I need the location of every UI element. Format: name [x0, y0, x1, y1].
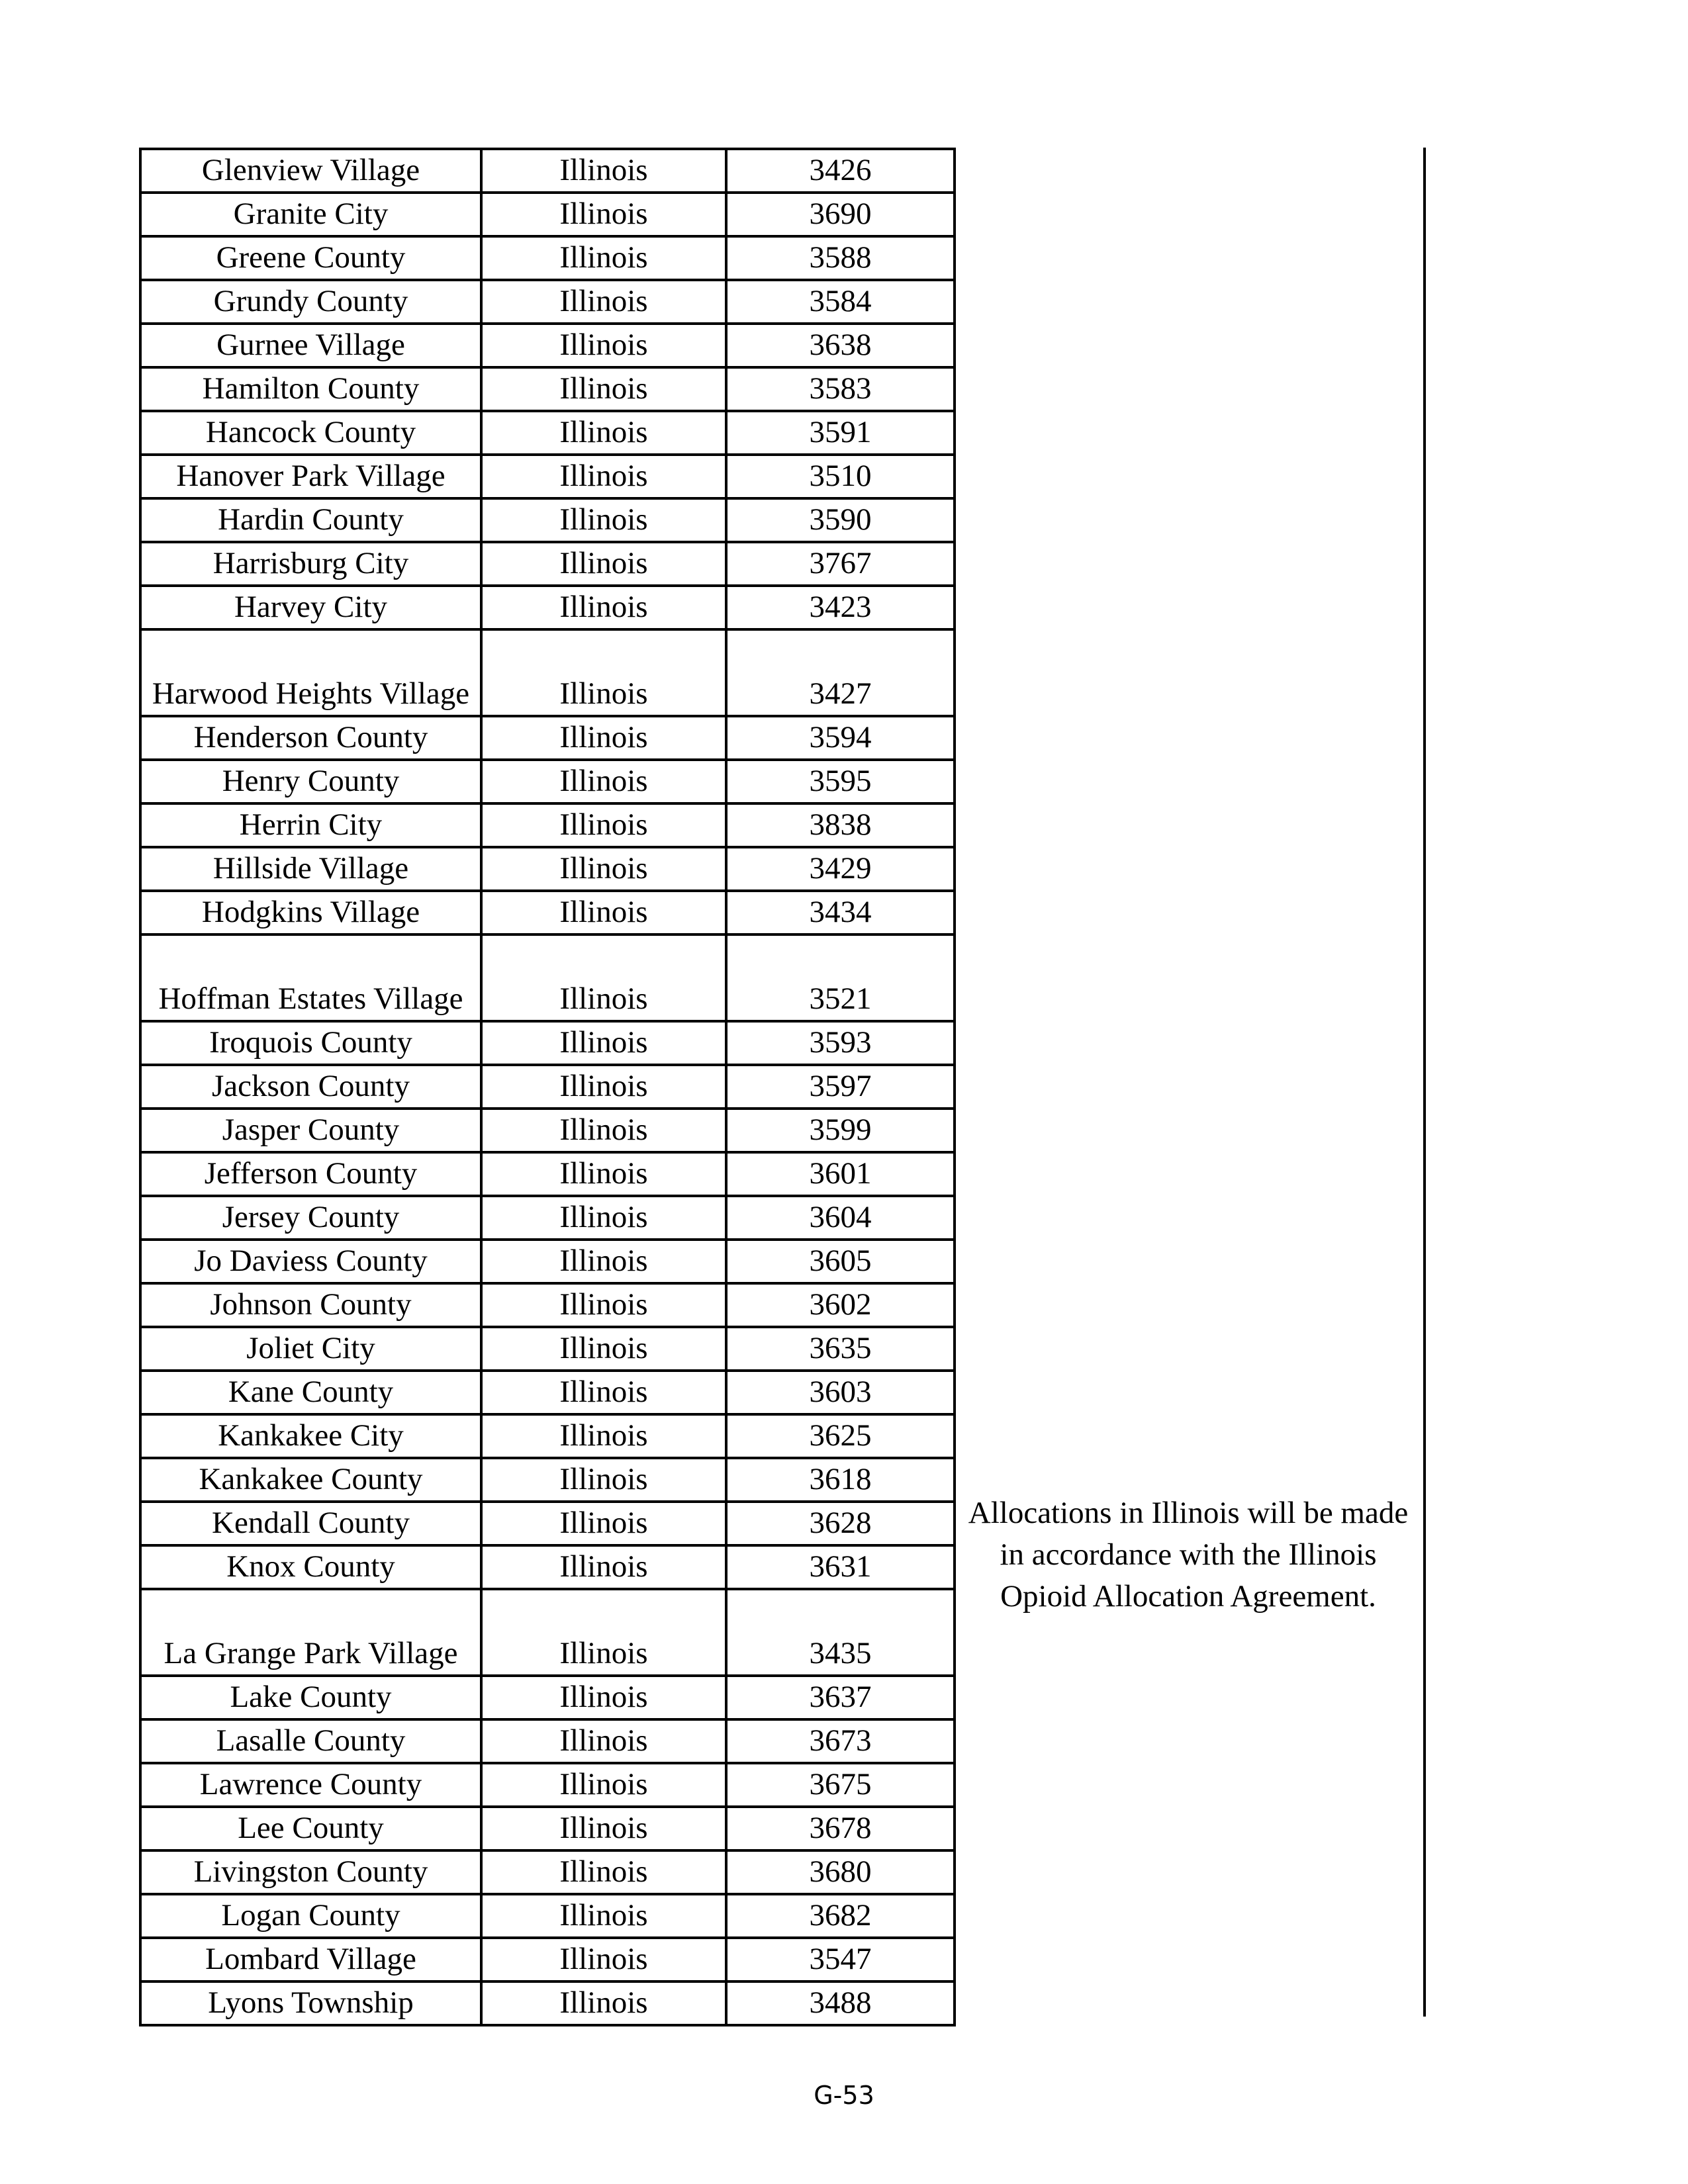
- state-cell: Illinois: [481, 1152, 726, 1196]
- code-cell: 3690: [726, 193, 955, 236]
- table-row: [140, 280, 955, 324]
- municipality-cell: Herrin City: [140, 803, 481, 847]
- table-row: [140, 1371, 955, 1414]
- municipality-cell: Lombard Village: [140, 1938, 481, 1981]
- code-cell: 3595: [726, 760, 955, 803]
- state-cell: Illinois: [481, 367, 726, 411]
- state-cell: Illinois: [481, 1021, 726, 1065]
- code-cell: 3584: [726, 280, 955, 324]
- code-cell: 3434: [726, 891, 955, 934]
- municipality-cell: Hardin County: [140, 498, 481, 542]
- state-cell: Illinois: [481, 1545, 726, 1589]
- table-row: [140, 455, 955, 498]
- state-cell: Illinois: [481, 1938, 726, 1981]
- table-row: [140, 847, 955, 891]
- code-cell: 3590: [726, 498, 955, 542]
- municipality-cell: Kankakee City: [140, 1414, 481, 1458]
- code-cell: 3423: [726, 586, 955, 629]
- code-cell: 3631: [726, 1545, 955, 1589]
- code-cell: 3521: [726, 934, 955, 1021]
- municipality-cell: Lee County: [140, 1807, 481, 1850]
- allocation-table: [139, 148, 956, 2026]
- state-cell: Illinois: [481, 1850, 726, 1894]
- state-cell: Illinois: [481, 1327, 726, 1371]
- municipality-cell: Jefferson County: [140, 1152, 481, 1196]
- code-cell: 3838: [726, 803, 955, 847]
- code-cell: 3637: [726, 1676, 955, 1719]
- municipality-cell: Henderson County: [140, 716, 481, 760]
- table-row: [140, 1021, 955, 1065]
- municipality-cell: Hillside Village: [140, 847, 481, 891]
- state-cell: Illinois: [481, 716, 726, 760]
- municipality-cell: Hanover Park Village: [140, 455, 481, 498]
- state-cell: Illinois: [481, 891, 726, 934]
- table-row: [140, 542, 955, 586]
- code-cell: 3591: [726, 411, 955, 455]
- state-cell: Illinois: [481, 1065, 726, 1109]
- state-cell: Illinois: [481, 542, 726, 586]
- code-cell: 3605: [726, 1240, 955, 1283]
- state-cell: Illinois: [481, 411, 726, 455]
- state-cell: Illinois: [481, 934, 726, 1021]
- state-cell: Illinois: [481, 1589, 726, 1676]
- municipality-cell: Hancock County: [140, 411, 481, 455]
- municipality-cell: Iroquois County: [140, 1021, 481, 1065]
- state-cell: Illinois: [481, 803, 726, 847]
- municipality-cell: Kendall County: [140, 1502, 481, 1545]
- code-cell: 3426: [726, 149, 955, 193]
- municipality-cell: Lyons Township: [140, 1981, 481, 2025]
- table-row: [140, 411, 955, 455]
- state-cell: Illinois: [481, 1109, 726, 1152]
- code-cell: 3675: [726, 1763, 955, 1807]
- table-row: [140, 1981, 955, 2025]
- code-cell: 3638: [726, 324, 955, 367]
- table-row: [140, 1152, 955, 1196]
- state-cell: Illinois: [481, 280, 726, 324]
- allocation-table-body: [140, 149, 955, 2025]
- state-cell: Illinois: [481, 1196, 726, 1240]
- page-number: G-53: [814, 2081, 874, 2110]
- code-cell: 3680: [726, 1850, 955, 1894]
- state-cell: Illinois: [481, 1676, 726, 1719]
- table-row: [140, 1545, 955, 1589]
- state-cell: Illinois: [481, 586, 726, 629]
- state-cell: Illinois: [481, 1719, 726, 1763]
- table-row: [140, 1458, 955, 1502]
- table-row: [140, 1327, 955, 1371]
- state-cell: Illinois: [481, 1894, 726, 1938]
- state-cell: Illinois: [481, 1283, 726, 1327]
- table-row: [140, 586, 955, 629]
- municipality-cell: Lawrence County: [140, 1763, 481, 1807]
- municipality-cell: Jersey County: [140, 1196, 481, 1240]
- state-cell: Illinois: [481, 455, 726, 498]
- municipality-cell: Johnson County: [140, 1283, 481, 1327]
- state-cell: Illinois: [481, 1763, 726, 1807]
- table-row: [140, 1502, 955, 1545]
- state-cell: Illinois: [481, 1981, 726, 2025]
- table-row: [140, 803, 955, 847]
- municipality-cell: La Grange Park Village: [140, 1589, 481, 1676]
- code-cell: 3673: [726, 1719, 955, 1763]
- code-cell: 3682: [726, 1894, 955, 1938]
- table-row: [140, 1850, 955, 1894]
- table-row: [140, 324, 955, 367]
- table-row: [140, 193, 955, 236]
- code-cell: 3597: [726, 1065, 955, 1109]
- code-cell: 3583: [726, 367, 955, 411]
- municipality-cell: Harwood Heights Village: [140, 629, 481, 716]
- state-cell: Illinois: [481, 236, 726, 280]
- note-column: [953, 148, 1426, 2017]
- table-row: [140, 1719, 955, 1763]
- table-row: [140, 367, 955, 411]
- municipality-cell: Lake County: [140, 1676, 481, 1719]
- municipality-cell: Harvey City: [140, 586, 481, 629]
- municipality-cell: Joliet City: [140, 1327, 481, 1371]
- code-cell: 3601: [726, 1152, 955, 1196]
- table-row: [140, 934, 955, 1021]
- state-cell: Illinois: [481, 629, 726, 716]
- code-cell: 3594: [726, 716, 955, 760]
- code-cell: 3599: [726, 1109, 955, 1152]
- code-cell: 3429: [726, 847, 955, 891]
- municipality-cell: Hodgkins Village: [140, 891, 481, 934]
- code-cell: 3602: [726, 1283, 955, 1327]
- municipality-cell: Hamilton County: [140, 367, 481, 411]
- municipality-cell: Greene County: [140, 236, 481, 280]
- allocation-note: Allocations in Illinois will be made in accordance with the Illinois Opioid Allocation Agreement.: [968, 1496, 1409, 1614]
- table-row: [140, 1807, 955, 1850]
- table-row: [140, 1763, 955, 1807]
- state-cell: Illinois: [481, 324, 726, 367]
- table-row: [140, 716, 955, 760]
- table-row: [140, 498, 955, 542]
- table-row: [140, 1676, 955, 1719]
- municipality-cell: Lasalle County: [140, 1719, 481, 1763]
- code-cell: 3604: [726, 1196, 955, 1240]
- municipality-cell: Glenview Village: [140, 149, 481, 193]
- state-cell: Illinois: [481, 149, 726, 193]
- municipality-cell: Henry County: [140, 760, 481, 803]
- state-cell: Illinois: [481, 760, 726, 803]
- table-row: [140, 629, 955, 716]
- municipality-cell: Kankakee County: [140, 1458, 481, 1502]
- municipality-cell: Gurnee Village: [140, 324, 481, 367]
- code-cell: 3767: [726, 542, 955, 586]
- code-cell: 3427: [726, 629, 955, 716]
- state-cell: Illinois: [481, 193, 726, 236]
- table-row: [140, 1240, 955, 1283]
- table-row: [140, 1894, 955, 1938]
- code-cell: 3547: [726, 1938, 955, 1981]
- table-row: [140, 891, 955, 934]
- municipality-cell: Granite City: [140, 193, 481, 236]
- table-row: [140, 149, 955, 193]
- municipality-cell: Livingston County: [140, 1850, 481, 1894]
- code-cell: 3588: [726, 236, 955, 280]
- municipality-cell: Kane County: [140, 1371, 481, 1414]
- code-cell: 3488: [726, 1981, 955, 2025]
- code-cell: 3625: [726, 1414, 955, 1458]
- municipality-cell: Hoffman Estates Village: [140, 934, 481, 1021]
- table-row: [140, 1589, 955, 1676]
- state-cell: Illinois: [481, 1502, 726, 1545]
- municipality-cell: Harrisburg City: [140, 542, 481, 586]
- code-cell: 3593: [726, 1021, 955, 1065]
- table-row: [140, 1065, 955, 1109]
- municipality-cell: Logan County: [140, 1894, 481, 1938]
- municipality-cell: Jo Daviess County: [140, 1240, 481, 1283]
- code-cell: 3678: [726, 1807, 955, 1850]
- municipality-cell: Jackson County: [140, 1065, 481, 1109]
- table-row: [140, 760, 955, 803]
- municipality-cell: Grundy County: [140, 280, 481, 324]
- table-row: [140, 236, 955, 280]
- code-cell: 3618: [726, 1458, 955, 1502]
- state-cell: Illinois: [481, 1414, 726, 1458]
- table-row: [140, 1196, 955, 1240]
- code-cell: 3603: [726, 1371, 955, 1414]
- municipality-cell: Knox County: [140, 1545, 481, 1589]
- table-row: [140, 1109, 955, 1152]
- state-cell: Illinois: [481, 1458, 726, 1502]
- code-cell: 3510: [726, 455, 955, 498]
- code-cell: 3435: [726, 1589, 955, 1676]
- code-cell: 3628: [726, 1502, 955, 1545]
- state-cell: Illinois: [481, 1240, 726, 1283]
- table-row: [140, 1938, 955, 1981]
- state-cell: Illinois: [481, 1371, 726, 1414]
- state-cell: Illinois: [481, 847, 726, 891]
- code-cell: 3635: [726, 1327, 955, 1371]
- state-cell: Illinois: [481, 498, 726, 542]
- table-row: [140, 1414, 955, 1458]
- state-cell: Illinois: [481, 1807, 726, 1850]
- table-row: [140, 1283, 955, 1327]
- municipality-cell: Jasper County: [140, 1109, 481, 1152]
